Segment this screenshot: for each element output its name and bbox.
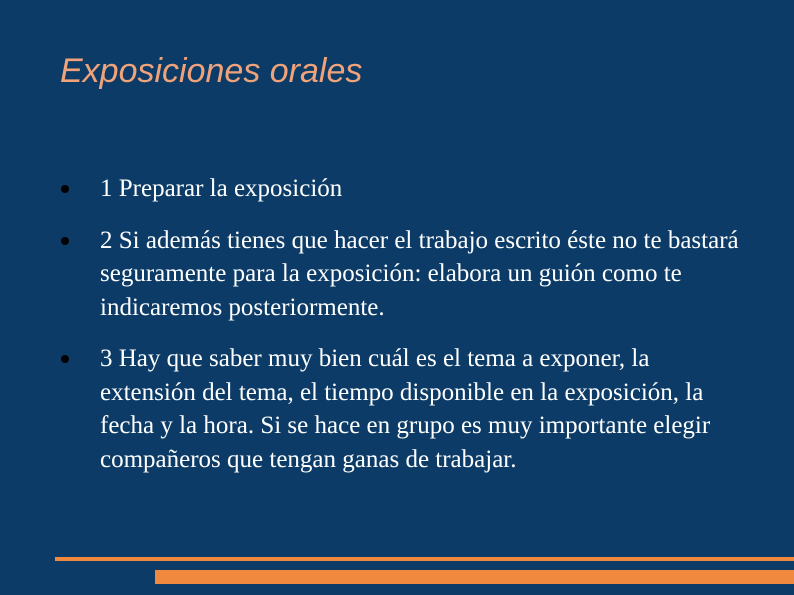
- slide-title: Exposiciones orales: [60, 52, 363, 90]
- bullet-dot-icon: [61, 185, 69, 193]
- bullet-dot-icon: [61, 355, 69, 363]
- bullet-item: [60, 342, 740, 476]
- accent-bar-thick: [155, 570, 794, 584]
- accent-bar-thin: [55, 557, 794, 561]
- bullet-item: [60, 172, 740, 206]
- bullet-list: [60, 172, 740, 476]
- bullet-text: 3 Hay que saber muy bien cuál es el tema a exponer, la extensión del tema, el tiempo disponible en la exposición, la fecha y la hora. Si se hace en grupo es muy importante elegir compañeros que tengan ganas de trabajar.: [100, 345, 711, 473]
- bullet-text: 2 Si además tienes que hacer el trabajo escrito éste no te bastará seguramente para la exposición: elabora un guión como te indicaremos posteriormente.: [100, 226, 739, 321]
- bullet-item: [60, 224, 740, 325]
- bullet-dot-icon: [61, 237, 69, 245]
- bullet-text: 1 Preparar la exposición: [100, 175, 343, 202]
